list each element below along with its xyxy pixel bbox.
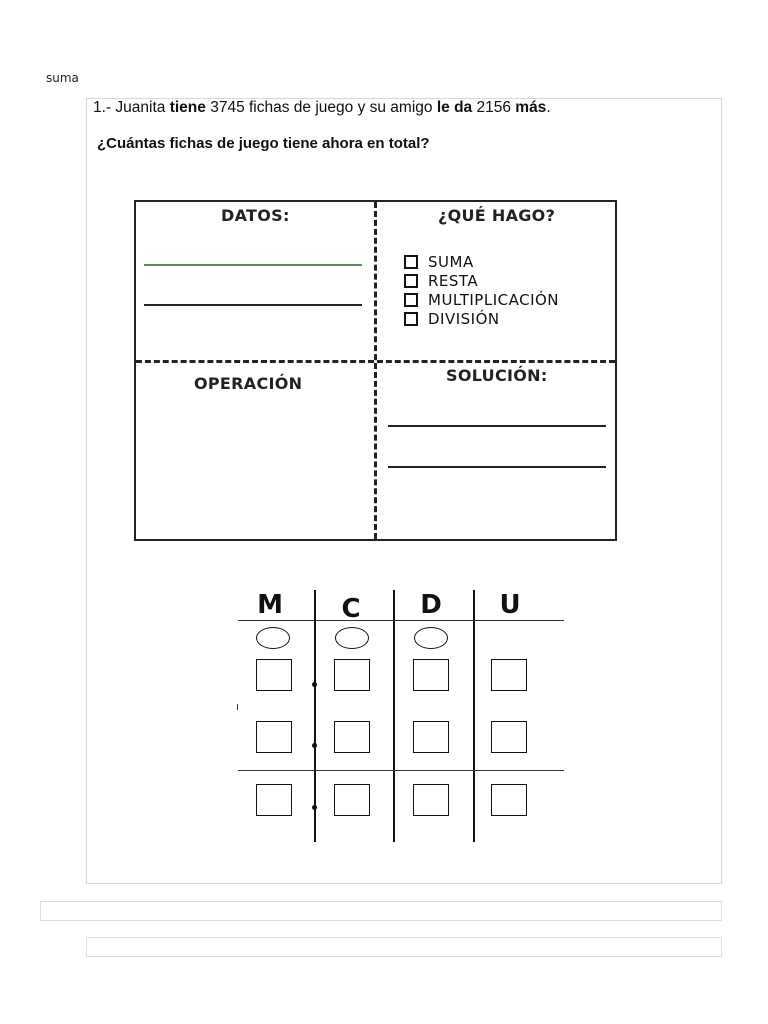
- carry-circle-c[interactable]: [335, 627, 369, 649]
- que-hago-heading: ¿QUÉ HAGO?: [438, 206, 556, 225]
- thousands-separator-dot: [312, 805, 317, 810]
- datos-answer-line-1[interactable]: [144, 264, 362, 266]
- digit-box-row1-c[interactable]: [334, 659, 370, 691]
- worksheet-vertical-divider: [374, 202, 377, 539]
- grid-vertical-line: [393, 590, 395, 842]
- digit-box-result-u[interactable]: [491, 784, 527, 816]
- problem-name: Juanita: [115, 99, 166, 116]
- problem-middle: fichas de juego y su amigo: [249, 99, 433, 116]
- problem-verb: tiene: [169, 99, 206, 116]
- operacion-heading: OPERACIÓN: [194, 374, 303, 393]
- digit-box-row1-u[interactable]: [491, 659, 527, 691]
- checkbox-icon[interactable]: [404, 274, 418, 288]
- column-label-c: C: [341, 594, 361, 624]
- carry-circle-d[interactable]: [414, 627, 448, 649]
- problem-end: .: [546, 99, 551, 116]
- digit-box-row2-m[interactable]: [256, 721, 292, 753]
- solucion-answer-line-1[interactable]: [388, 425, 606, 427]
- checkbox-icon[interactable]: [404, 255, 418, 269]
- grid-vertical-line: [473, 590, 475, 842]
- grid-horizontal-line: [238, 620, 564, 621]
- column-label-m: M: [257, 590, 283, 620]
- carry-circle-m[interactable]: [256, 627, 290, 649]
- problem-number: 1.-: [93, 99, 112, 116]
- problem-give: le da: [436, 99, 473, 116]
- column-label-d: D: [420, 590, 442, 620]
- checkbox-icon[interactable]: [404, 293, 418, 307]
- option-suma-label: SUMA: [428, 252, 474, 271]
- solucion-answer-line-2[interactable]: [388, 466, 606, 468]
- digit-box-result-c[interactable]: [334, 784, 370, 816]
- digit-box-row2-u[interactable]: [491, 721, 527, 753]
- worksheet-horizontal-divider: [136, 360, 615, 363]
- digit-box-result-d[interactable]: [413, 784, 449, 816]
- problem-statement: [93, 99, 551, 117]
- problem-added: 2156: [476, 99, 511, 116]
- digit-box-row2-c[interactable]: [334, 721, 370, 753]
- empty-bar-2: [86, 937, 722, 957]
- place-value-grid: [236, 588, 576, 848]
- operation-options: [404, 252, 559, 328]
- grid-horizontal-line: [238, 770, 564, 771]
- option-division[interactable]: [404, 309, 559, 328]
- problem-more: más: [515, 99, 547, 116]
- empty-bar-1: [40, 901, 722, 921]
- option-multiplicacion[interactable]: [404, 290, 559, 309]
- thousands-separator-dot: [312, 682, 317, 687]
- digit-box-result-m[interactable]: [256, 784, 292, 816]
- digit-box-row1-m[interactable]: [256, 659, 292, 691]
- problem-question: ¿Cuántas fichas de juego tiene ahora en total?: [97, 135, 430, 152]
- datos-heading: DATOS:: [221, 206, 290, 225]
- digit-box-row1-d[interactable]: [413, 659, 449, 691]
- worksheet-table: [134, 200, 617, 541]
- datos-answer-line-2[interactable]: [144, 304, 362, 306]
- checkbox-icon[interactable]: [404, 312, 418, 326]
- column-label-u: U: [499, 590, 521, 620]
- option-multiplicacion-label: MULTIPLICACIÓN: [428, 290, 560, 309]
- problem-amount: 3745: [210, 99, 245, 116]
- digit-box-row2-d[interactable]: [413, 721, 449, 753]
- stray-tick-mark: [237, 704, 238, 710]
- page-label: suma: [46, 71, 79, 85]
- solucion-heading: SOLUCIÓN:: [446, 366, 548, 385]
- option-resta-label: RESTA: [428, 271, 479, 290]
- option-suma[interactable]: [404, 252, 559, 271]
- option-division-label: DIVISIÓN: [428, 309, 500, 328]
- thousands-separator-dot: [312, 743, 317, 748]
- option-resta[interactable]: [404, 271, 559, 290]
